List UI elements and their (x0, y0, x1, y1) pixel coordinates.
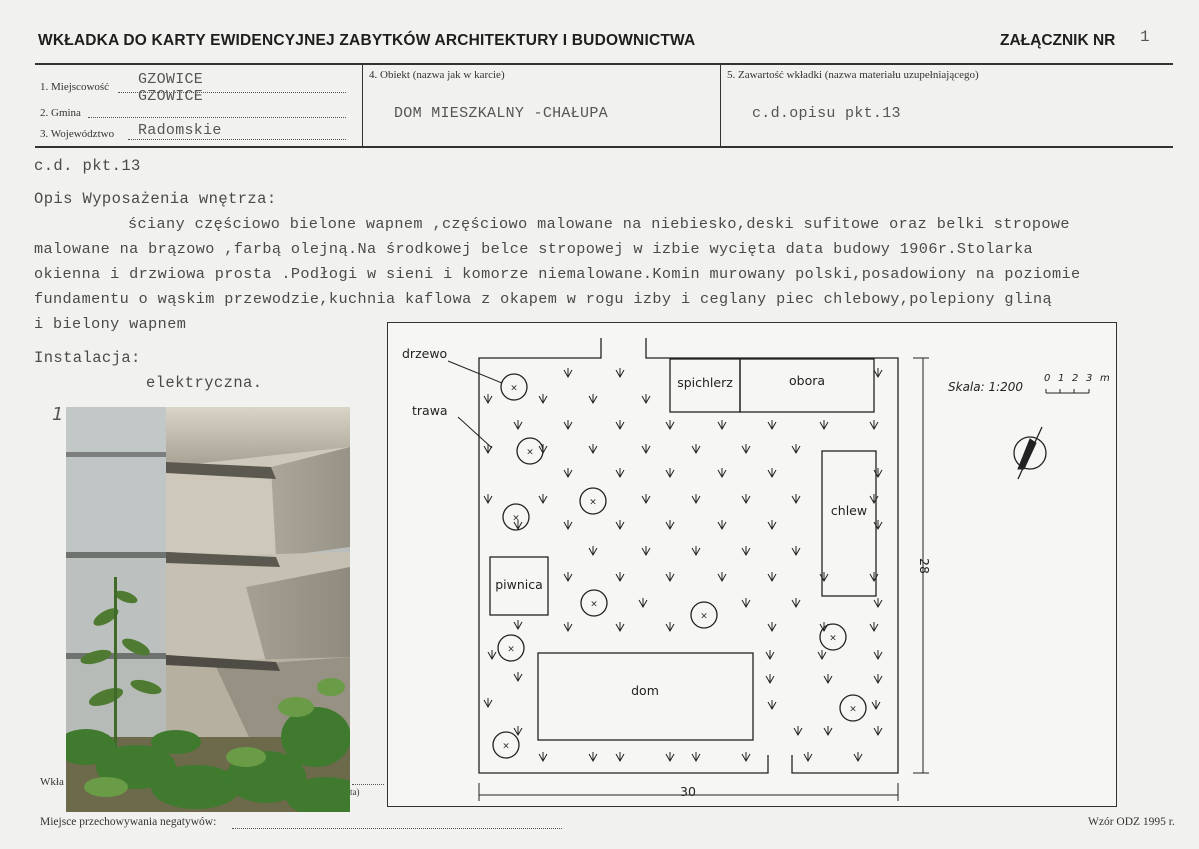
north-arrow-icon (1014, 427, 1046, 479)
installation-heading: Instalacja: (34, 349, 141, 367)
tree-symbol-icon (498, 635, 524, 661)
header-rule-top (35, 63, 1173, 65)
locality-label: 1. Miejscowość (40, 81, 110, 93)
grass-symbol-icon (484, 394, 492, 403)
grass-symbol-icon (742, 444, 750, 453)
grass-symbol-icon (514, 620, 522, 629)
grass-symbol-icon (872, 700, 880, 709)
grass-symbol-icon (616, 622, 624, 631)
grass-symbol-icon (768, 700, 776, 709)
grass-symbol-icon (484, 698, 492, 707)
grass-symbol-icon (616, 752, 624, 761)
grass-symbol-icon (870, 494, 878, 503)
grass-symbol-icon (692, 546, 700, 555)
grass-symbol-icon (870, 420, 878, 429)
grass-symbol-icon (718, 520, 726, 529)
svg-text:×: × (829, 633, 837, 644)
grass-symbol-icon (642, 394, 650, 403)
svg-text:×: × (589, 497, 597, 508)
interior-heading: Opis Wyposażenia wnętrza: (34, 190, 277, 208)
grass-symbol-icon (639, 598, 647, 607)
site-plan-drawing (388, 323, 1116, 806)
grass-symbol-icon (742, 752, 750, 761)
tree-symbol-icon (580, 488, 606, 514)
svg-text:×: × (700, 611, 708, 622)
scale-unit: m (1100, 373, 1110, 384)
grass-symbol-icon (514, 420, 522, 429)
grass-symbol-icon (642, 494, 650, 503)
commune-dots (88, 117, 346, 118)
grass-symbol-icon (589, 444, 597, 453)
grass-symbol-icon (589, 752, 597, 761)
grass-symbol-icon (642, 546, 650, 555)
grass-symbol-icon (692, 752, 700, 761)
header-title: WKŁADKA DO KARTY EWIDENCYJNEJ ZABYTKÓW ARCHITEKTURY I BUDOWNICTWA (38, 32, 696, 49)
voivodeship-label: 3. Województwo (40, 128, 115, 140)
commune-label: 2. Gmina (40, 107, 81, 119)
field-divider-2 (720, 64, 721, 147)
interior-line-1: ściany częściowo bielone wapnem ,częściowo malowane na niebiesko,deski sufitowe oraz belki stropowe (128, 215, 1070, 233)
scale-tick-3: 3 (1086, 373, 1093, 384)
grass-symbol-icon (616, 420, 624, 429)
voivodeship-value: Radomskie (138, 122, 222, 139)
grass-symbol-icon (589, 394, 597, 403)
grass-legend-label: trawa (412, 403, 448, 418)
scale-tick-0: 0 (1044, 373, 1051, 384)
site-plan-frame (387, 322, 1117, 807)
tree-symbol-icon (840, 695, 866, 721)
photo-number: 1 (52, 404, 64, 425)
interior-line-3: okienna i drzwiowa prosta .Podłogi w sieni i komorze niemalowane.Komin murowany polski,posadowiony na poziomie (34, 265, 1081, 283)
grass-symbol-icon (768, 468, 776, 477)
log-corner-photo-drawing (66, 407, 350, 812)
grass-symbol-icon (564, 468, 572, 477)
grass-symbol-icon (666, 420, 674, 429)
grass-symbol-icon (539, 752, 547, 761)
grass-symbol-icon (564, 368, 572, 377)
grass-symbol-icon (766, 650, 774, 659)
grass-symbol-icon (874, 726, 882, 735)
insert-dots (352, 784, 384, 785)
grass-symbol-icon (564, 520, 572, 529)
tree-symbol-icon (501, 374, 527, 400)
grass-symbol-icon (564, 572, 572, 581)
grass-symbol-icon (874, 520, 882, 529)
cellar-label: piwnica (495, 577, 543, 592)
grass-symbol-icon (642, 444, 650, 453)
grass-symbol-icon (742, 494, 750, 503)
tree-symbol-icon (493, 732, 519, 758)
grass-symbol-icon (820, 420, 828, 429)
log-corner-photo (66, 407, 350, 812)
grass-symbol-icon (666, 752, 674, 761)
width-dimension: 30 (680, 784, 696, 799)
ta-label: ta) (350, 787, 360, 797)
header-rule-bottom (35, 146, 1173, 148)
negatives-label: Miejsce przechowywania negatywów: (40, 816, 217, 828)
tree-symbol-icon (581, 590, 607, 616)
tree-symbol-icon (691, 602, 717, 628)
grass-symbol-icon (666, 468, 674, 477)
grass-symbol-icon (818, 650, 826, 659)
scale-tick-1: 1 (1058, 373, 1065, 384)
insert-label: Wkła (40, 776, 64, 788)
tree-symbol-icon (517, 438, 543, 464)
interior-line-2: malowane na brązowo ,farbą olejną.Na środkowej belce stropowej w izbie wycięta data budowy 1906r.Stolarka (34, 240, 1033, 258)
grass-symbol-icon (874, 368, 882, 377)
grass-symbol-icon (488, 650, 496, 659)
grass-symbol-icon (616, 520, 624, 529)
field-divider-1 (362, 64, 363, 147)
grass-symbol-icon (742, 598, 750, 607)
svg-text:×: × (502, 741, 510, 752)
commune-value: GZOWICE (138, 88, 204, 105)
grass-symbol-icon (589, 546, 597, 555)
grass-symbol-icon (874, 598, 882, 607)
annex-number: 1 (1140, 28, 1150, 46)
grass-symbol-icon (692, 494, 700, 503)
contents-value: c.d.opisu pkt.13 (752, 105, 901, 122)
grass-symbol-icon (616, 572, 624, 581)
svg-text:×: × (526, 447, 534, 458)
pigsty-rect (822, 451, 876, 596)
grass-symbol-icon (718, 572, 726, 581)
grass-symbol-icon (874, 650, 882, 659)
grass-symbol-icon (564, 420, 572, 429)
grass-symbol-icon (768, 572, 776, 581)
pigsty-label: chlew (830, 503, 868, 518)
grass-symbol-icon (804, 752, 812, 761)
tree-legend-label: drzewo (402, 346, 448, 361)
grass-symbol-icon (539, 494, 547, 503)
installation-value: elektryczna. (146, 374, 263, 392)
locality-value: GZOWICE (138, 71, 204, 88)
svg-text:×: × (510, 383, 518, 394)
model-label: Wzór ODZ 1995 r. (1088, 816, 1175, 828)
grass-symbol-icon (874, 468, 882, 477)
height-dimension: 28 (917, 558, 932, 574)
grass-symbol-icon (824, 726, 832, 735)
grass-symbol-icon (616, 368, 624, 377)
grass-symbol-icon (820, 622, 828, 631)
grass-symbol-icon (539, 394, 547, 403)
scale-label: Skala: 1:200 (948, 380, 1024, 394)
annex-label: ZAŁĄCZNIK NR (1000, 32, 1116, 49)
grass-symbol-icon (854, 752, 862, 761)
grass-symbol-icon (666, 572, 674, 581)
grass-symbol-icon (484, 444, 492, 453)
negatives-dots (232, 828, 562, 829)
grass-symbol-icon (874, 674, 882, 683)
scale-tick-2: 2 (1072, 373, 1079, 384)
grass-symbol-icon (718, 420, 726, 429)
grass-symbol-icon (792, 444, 800, 453)
grass-symbol-icon (514, 726, 522, 735)
grass-symbol-icon (870, 622, 878, 631)
object-value: DOM MIESZKALNY -CHAŁUPA (394, 105, 608, 122)
grass-symbol-icon (564, 622, 572, 631)
grass-symbol-icon (766, 674, 774, 683)
interior-line-4: fundamentu o wąskim przewodzie,kuchnia kaflowa z okapem w rogu izby i ceglany piec chlebowy,polepiony gliną (34, 290, 1052, 308)
boundary-left (479, 338, 768, 773)
contents-label: 5. Zawartość wkładki (nazwa materiału uzupełniającego) (727, 69, 979, 81)
grass-symbol-icon (792, 598, 800, 607)
grass-symbol-icon (692, 444, 700, 453)
grass-symbol-icon (870, 572, 878, 581)
grass-symbol-icon (742, 546, 750, 555)
granary-label: spichlerz (677, 375, 733, 390)
grass-symbol-icon (539, 444, 547, 453)
svg-text:×: × (507, 644, 515, 655)
barn-label: obora (788, 373, 826, 388)
house-label: dom (631, 683, 659, 698)
grass-symbol-icon (824, 674, 832, 683)
svg-text:×: × (512, 513, 520, 524)
svg-text:×: × (849, 704, 857, 715)
grass-symbol-icon (666, 622, 674, 631)
grass-symbol-icon (768, 622, 776, 631)
trees-layer (493, 374, 866, 758)
grass-symbol-icon (792, 494, 800, 503)
grass-symbol-icon (718, 468, 726, 477)
grass-symbol-icon (484, 494, 492, 503)
grass-symbol-icon (792, 546, 800, 555)
svg-text:×: × (590, 599, 598, 610)
grass-symbol-icon (794, 726, 802, 735)
grass-symbol-icon (616, 468, 624, 477)
scale-bar (1046, 389, 1089, 393)
interior-line-5: i bielony wapnem (34, 315, 187, 333)
grass-symbol-icon (820, 572, 828, 581)
continuation-text: c.d. pkt.13 (34, 157, 141, 175)
grass-symbol-icon (514, 672, 522, 681)
voivodeship-dots (128, 139, 346, 140)
grass-symbol-icon (768, 420, 776, 429)
object-label: 4. Obiekt (nazwa jak w karcie) (369, 69, 505, 81)
grass-symbol-icon (666, 520, 674, 529)
grass-symbol-icon (768, 520, 776, 529)
